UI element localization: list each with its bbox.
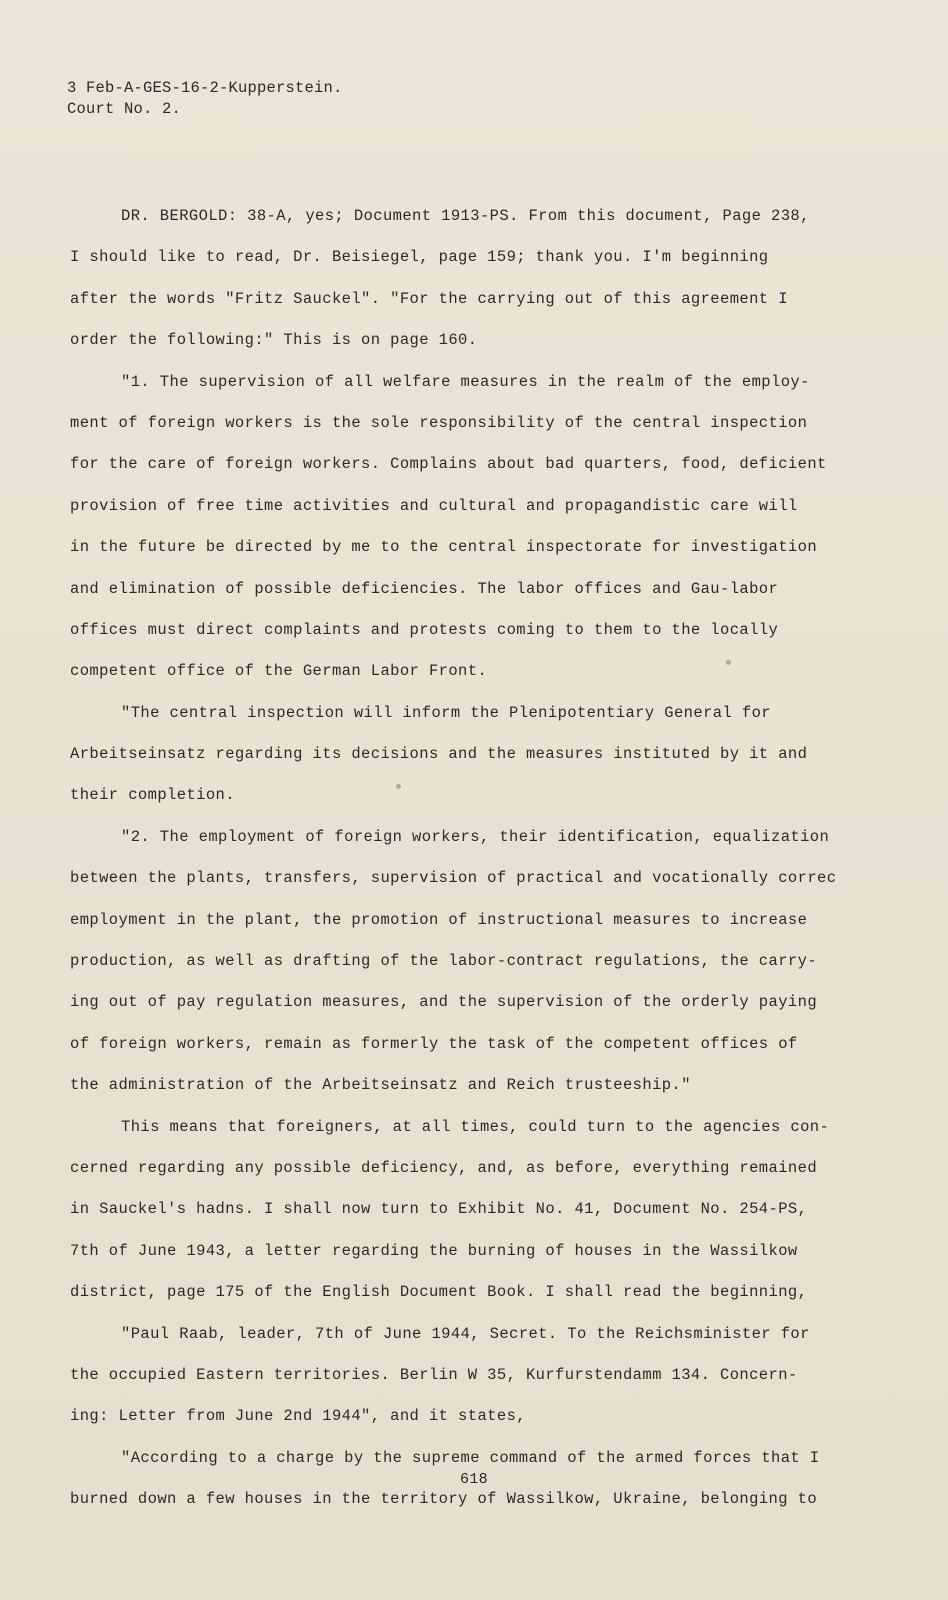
text-line: "2. The employment of foreign workers, their identification, equalization [121,827,830,846]
text-line: between the plants, transfers, supervision of practical and vocationally correc [70,869,837,888]
text-line: 7th of June 1943, a letter regarding the burning of houses in the Wassilkow [70,1241,798,1260]
text-line: cerned regarding any possible deficiency, and, as before, everything remained [70,1158,818,1177]
header-session-line: 3 Feb-A-GES-16-2-Kupperstein. [67,79,343,97]
text-line: competent office of the German Labor Front. [70,662,488,681]
text-line: I should like to read, Dr. Beisiegel, page 159; thank you. I'm beginning [70,248,769,267]
header-court-line: Court No. 2. [67,100,182,118]
text-line: in the future be directed by me to the central inspectorate for investigation [70,538,818,557]
page-number: 618 [460,1471,488,1488]
text-line: of foreign workers, remain as formerly the task of the competent offices of [70,1034,798,1053]
text-line: "The central inspection will inform the Plenipotentiary General for [121,703,772,722]
text-line: the administration of the Arbeitseinsatz and Reich trusteeship." [70,1076,691,1095]
text-line: "According to a charge by the supreme command of the armed forces that I [121,1448,820,1467]
document-header [67,78,343,120]
text-line: provision of free time activities and cultural and propagandistic care will [70,496,798,515]
text-line: ing out of pay regulation measures, and the supervision of the orderly paying [70,993,818,1012]
text-line: This means that foreigners, at all times, could turn to the agencies con- [121,1117,830,1136]
text-line: Arbeitseinsatz regarding its decisions and the measures instituted by it and [70,745,808,764]
text-line: district, page 175 of the English Document Book. I shall read the beginning, [70,1283,808,1302]
text-line: for the care of foreign workers. Complains about bad quarters, food, deficient [70,455,827,474]
text-line: after the words "Fritz Sauckel". "For the carrying out of this agreement I [70,289,788,308]
paper-speck [726,660,731,665]
text-line: and elimination of possible deficiencies. The labor offices and Gau-labor [70,579,779,598]
text-line: offices must direct complaints and protests coming to them to the locally [70,620,779,639]
text-line: in Sauckel's hadns. I shall now turn to Exhibit No. 41, Document No. 254-PS, [70,1200,808,1219]
text-line: ing: Letter from June 2nd 1944", and it states, [70,1407,526,1426]
text-line: burned down a few houses in the territory of Wassilkow, Ukraine, belonging to [70,1490,818,1509]
text-line: ment of foreign workers is the sole responsibility of the central inspection [70,413,808,432]
text-line: order the following:" This is on page 160. [70,331,478,350]
text-line: "Paul Raab, leader, 7th of June 1944, Secret. To the Reichsminister for [121,1324,810,1343]
text-line: production, as well as drafting of the labor-contract regulations, the carry- [70,952,818,971]
text-line: their completion. [70,786,235,805]
text-line: DR. BERGOLD: 38-A, yes; Document 1913-PS. From this document, Page 238, [121,207,810,225]
paper-speck [396,784,401,789]
transcript-body [70,196,890,1521]
text-line: employment in the plant, the promotion of instructional measures to increase [70,910,808,929]
text-line: "1. The supervision of all welfare measures in the realm of the employ- [121,372,810,391]
text-line: the occupied Eastern territories. Berlin W 35, Kurfurstendamm 134. Concern- [70,1365,798,1384]
